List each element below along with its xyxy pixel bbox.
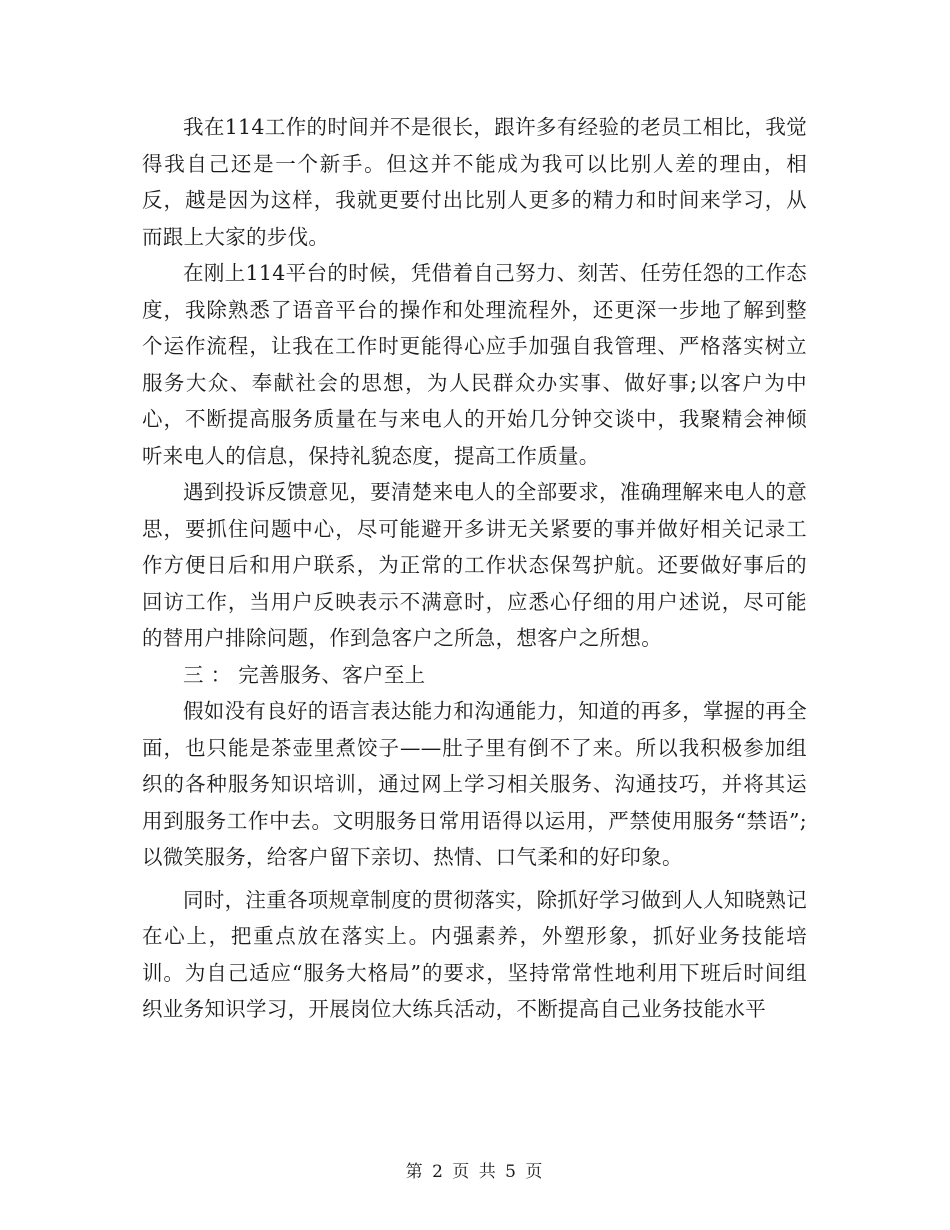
document-body xyxy=(142,109,807,1028)
paragraph-5: 同时，注重各项规章制度的贯彻落实，除抓好学习做到人人知晓熟记在心上，把重点放在落实上。内强素养，外塑形象，抓好业务技能培训。为自己适应“服务大格局”的要求，坚持常常性地利用下班后时间组织业务知识学习，开展岗位大练兵活动，不断提高自己业务技能水平 xyxy=(142,887,807,1021)
paragraph-2: 在刚上114平台的时候，凭借着自己努力、刻苦、任劳任怨的工作态度，我除熟悉了语音平台的操作和处理流程外，还更深一步地了解到整个运作流程，让我在工作时更能得心应手加强自我管理、严格落实树立服务大众、奉献社会的思想，为人民群众办实事、做好事;以客户为中心，不断提高服务质量在与来电人的开始几分钟交谈中，我聚精会神倾听来电人的信息，保持礼貌态度，提高工作质量。 xyxy=(142,261,807,468)
paragraph-1: 我在114工作的时间并不是很长，跟许多有经验的老员工相比，我觉得我自己还是一个新手。但这并不能成为我可以比别人差的理由，相反，越是因为这样，我就更要付出比别人更多的精力和时间来学习，从而跟上大家的步伐。 xyxy=(142,115,807,249)
section-heading: 三 ： 完善服务、客户至上 xyxy=(183,662,426,687)
page-footer: 第 2 页 共 5 页 xyxy=(405,1162,545,1182)
paragraph-4: 假如没有良好的语言表达能力和沟通能力，知道的再多，掌握的再全面，也只能是茶壶里煮饺子——肚子里有倒不了来。所以我积极参加组织的各种服务知识培训，通过网上学习相关服务、沟通技巧，并将其运用到服务工作中去。文明服务日常用语得以运用，严禁使用服务“禁语”;以微笑服务，给客户留下亲切、热情、口气柔和的好印象。 xyxy=(142,699,807,869)
paragraph-3: 遇到投诉反馈意见，要清楚来电人的全部要求，准确理解来电人的意思，要抓住问题中心，尽可能避开多讲无关紧要的事并做好相关记录工作方便日后和用户联系，为正常的工作状态保驾护航。还要做好事后的回访工作，当用户反映表示不满意时，应悉心仔细的用户述说，尽可能的替用户排除问题，作到急客户之所急，想客户之所想。 xyxy=(142,480,807,650)
